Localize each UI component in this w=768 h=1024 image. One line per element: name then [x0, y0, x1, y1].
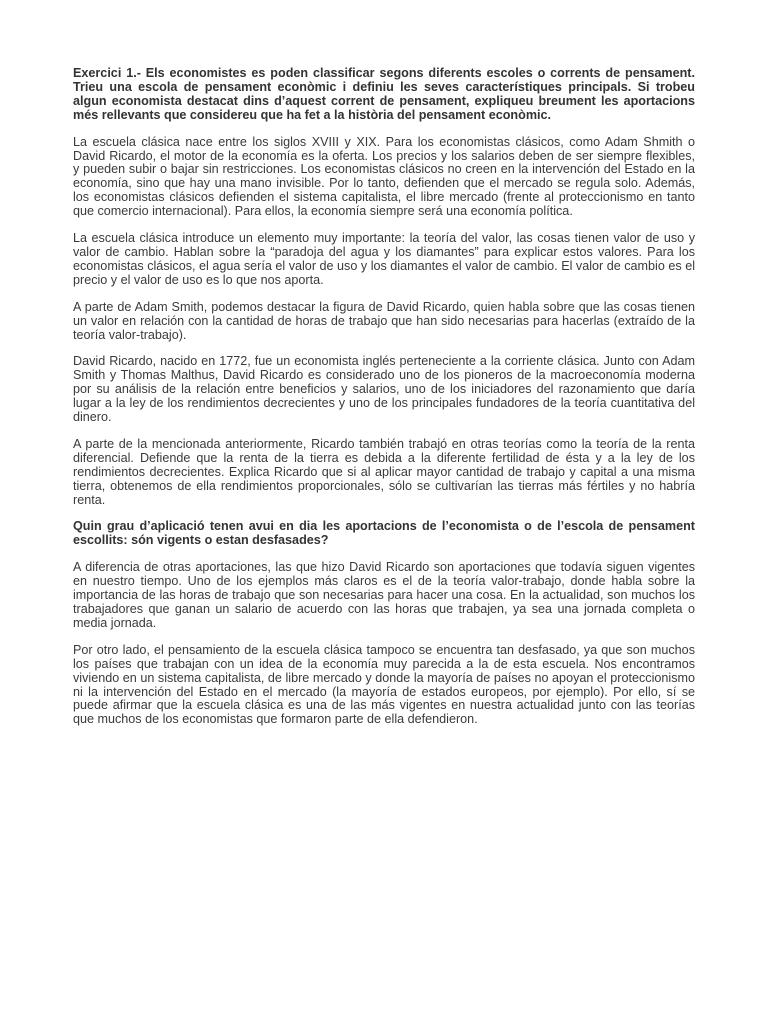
paragraph-current-validity: A diferencia de otras aportaciones, las que hizo David Ricardo son aportaciones que todavía siguen vigentes en nuestro tiempo. Uno de los ejemplos más claros es el de la teoría valor-trabajo, donde habla sobre la importancia de las horas de trabajo que son necesarias para hacer una cosa. En la actualidad, son muchos los trabajadores que ganan un salario de acuerdo con las horas que trabajen, ya sea una jornada completa o media jornada. — [73, 560, 695, 630]
question-2-heading: Quin grau d’aplicació tenen avui en dia les aportacions de l’economista o de l’escola de pensament escollits: són vigents o estan desfasades? — [73, 519, 695, 548]
paragraph-david-ricardo-intro: A parte de Adam Smith, podemos destacar la figura de David Ricardo, quien habla sobre que las cosas tienen un valor en relación con la cantidad de horas de trabajo que han sido necesarias para hacerlas (extraído de la teoría valor-trabajo). — [73, 299, 695, 342]
question-1-heading: Exercici 1.- Els economistes es poden classificar segons diferents escoles o corrents de pensament. Trieu una escola de pensament econòmic i definiu les seves característiques principals. Si trobeu algun economista destacat dins d’aquest corrent de pensament, expliqueu breument les aportacions més rellevants que considereu que ha fet a la història del pensament econòmic. — [73, 66, 695, 122]
paragraph-differential-rent: A parte de la mencionada anteriormente, Ricardo también trabajó en otras teorías como la teoría de la renta diferencial. Defiende que la renta de la tierra es debida a la diferente fertilidad de ésta y a la ley de los rendimientos decrecientes. Explica Ricardo que si al aplicar mayor cantidad de trabajo y capital a una misma tierra, obtenemos de ella rendimientos proporcionales, sólo se cultivarían las tierras más fértiles y no habría renta. — [73, 436, 695, 507]
paragraph-classical-school: La escuela clásica nace entre los siglos XVIII y XIX. Para los economistas clásicos, como Adam Shmith o David Ricardo, el motor de la economía es la oferta. Los precios y los salarios deben de ser siempre flexibles, y pueden subir o bajar sin restricciones. Los economistas clásicos no creen en la intervención del Estado en la economía, sino que hay una mano invisible. Por lo tanto, defienden que el mercado se regula solo. Además, los economistas clásicos defienden el sistema capitalista, el libre mercado (frente al proteccionismo en tanto que comercio internacional). Para ellos, la economía siempre será una economía política. — [73, 134, 695, 219]
paragraph-classical-school-today: Por otro lado, el pensamiento de la escuela clásica tampoco se encuentra tan desfasado, ya que son muchos los países que trabajan con un idea de la economía muy parecida a la de esta escuela. Nos encontramos viviendo en un sistema capitalista, de libre mercado y donde la mayoría de países no apoyan el proteccionismo ni la intervención del Estado en el mercado (la mayoría de estados europeos, por ejemplo). Por ello, sí se puede afirmar que la escuela clásica es una de las más vigentes en nuestra actualidad junto con las teorías que muchos de los economistas que formaron parte de ella defendieron. — [73, 642, 695, 727]
paragraph-value-theory: La escuela clásica introduce un elemento muy importante: la teoría del valor, las cosas tienen valor de uso y valor de cambio. Hablan sobre la “paradoja del agua y los diamantes” para explicar estos valores. Para los economistas clásicos, el agua sería el valor de uso y los diamantes el valor de cambio. El valor de cambio es el precio y el valor de uso es lo que nos aporta. — [73, 231, 695, 287]
paragraph-david-ricardo-bio: David Ricardo, nacido en 1772, fue un economista inglés perteneciente a la corriente clásica. Junto con Adam Smith y Thomas Malthus, David Ricardo es considerado uno de los pioneros de la macroeconomía moderna por su análisis de la relación entre beneficios y salarios, uno de los iniciadores del razonamiento que daría lugar a la ley de los rendimientos decrecientes y uno de los principales fundadores de la teoría cuantitativa del dinero. — [73, 354, 695, 425]
document-page — [73, 67, 695, 740]
